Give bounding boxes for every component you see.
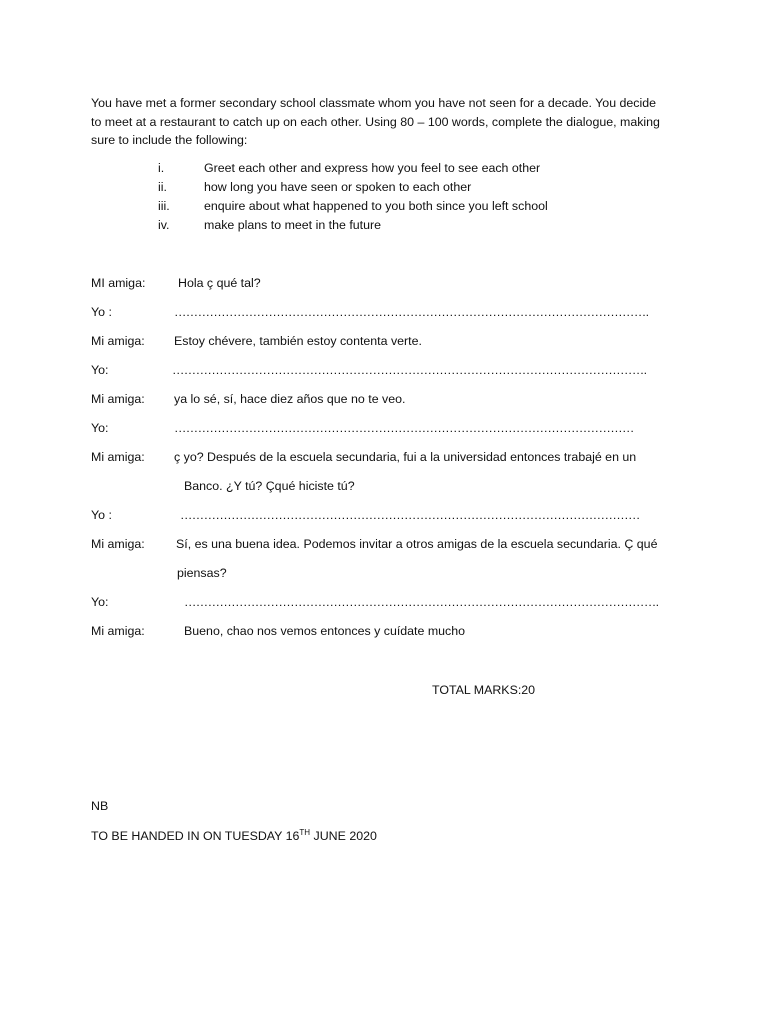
speaker-label: MI amiga: <box>91 276 146 290</box>
instructions-line: sure to include the following: <box>91 133 248 147</box>
speaker-label: Mi amiga: <box>91 537 145 551</box>
speaker-label: Mi amiga: <box>91 392 145 406</box>
due-text-end: JUNE 2020 <box>310 829 377 843</box>
dialogue-line: ç yo? Después de la escuela secundaria, fui a la universidad entonces trabajé en un <box>174 450 637 464</box>
list-item: make plans to meet in the future <box>204 218 382 232</box>
dialogue-line-continued: Banco. ¿Y tú? Çqué hiciste tú? <box>184 479 355 493</box>
instructions-line: to meet at a restaurant to catch up on each other. Using 80 – 100 words, complete the dialogue, making <box>91 114 660 129</box>
speaker-label: Mi amiga: <box>91 334 145 348</box>
speaker-label: Mi amiga: <box>91 450 145 464</box>
speaker-label: Yo : <box>91 305 112 319</box>
answer-blank: ……………………………………………………………………………………………………… <box>174 421 634 435</box>
list-number: i. <box>158 161 165 175</box>
answer-blank: …………………………………………………………………………………………………………. <box>184 595 659 609</box>
total-marks: TOTAL MARKS:20 <box>432 683 536 697</box>
dialogue-line: Estoy chévere, también estoy contenta verte. <box>174 334 422 348</box>
list-item: enquire about what happened to you both since you left school <box>204 199 548 213</box>
list-number: ii. <box>158 180 167 194</box>
list-number: iii. <box>158 199 170 213</box>
answer-blank: ……………………………………………………………………………………………………… <box>180 508 640 522</box>
dialogue-line: Bueno, chao nos vemos entonces y cuídate mucho <box>184 624 466 638</box>
instructions-line: You have met a former secondary school classmate whom you have not seen for a decade. You decide <box>91 96 657 110</box>
dialogue-line: Hola ç qué tal? <box>178 276 261 290</box>
list-number: iv. <box>158 218 170 232</box>
nb-label: NB <box>91 799 109 813</box>
speaker-label: Yo : <box>91 508 112 522</box>
list-item: Greet each other and express how you feel to see each other <box>204 161 541 175</box>
dialogue-line-continued: piensas? <box>177 566 227 580</box>
instructions <box>91 94 691 150</box>
speaker-label: Yo: <box>91 363 109 377</box>
due-date-notice <box>91 828 377 844</box>
speaker-label: Yo: <box>91 595 109 609</box>
list-item: how long you have seen or spoken to each other <box>204 180 472 194</box>
due-superscript: TH <box>299 828 311 837</box>
dialogue-line: ya lo sé, sí, hace diez años que no te veo. <box>174 392 406 406</box>
due-text: TO BE HANDED IN ON TUESDAY 16 <box>91 829 300 843</box>
speaker-label: Yo: <box>91 421 109 435</box>
answer-blank: …………………………………………………………………………………………………………. <box>174 305 649 319</box>
dialogue-line: Sí, es una buena idea. Podemos invitar a otros amigas de la escuela secundaria. Ç qué <box>176 537 658 551</box>
speaker-label: Mi amiga: <box>91 624 145 638</box>
answer-blank: …………………………………………………………………………………………………………. <box>172 363 647 377</box>
